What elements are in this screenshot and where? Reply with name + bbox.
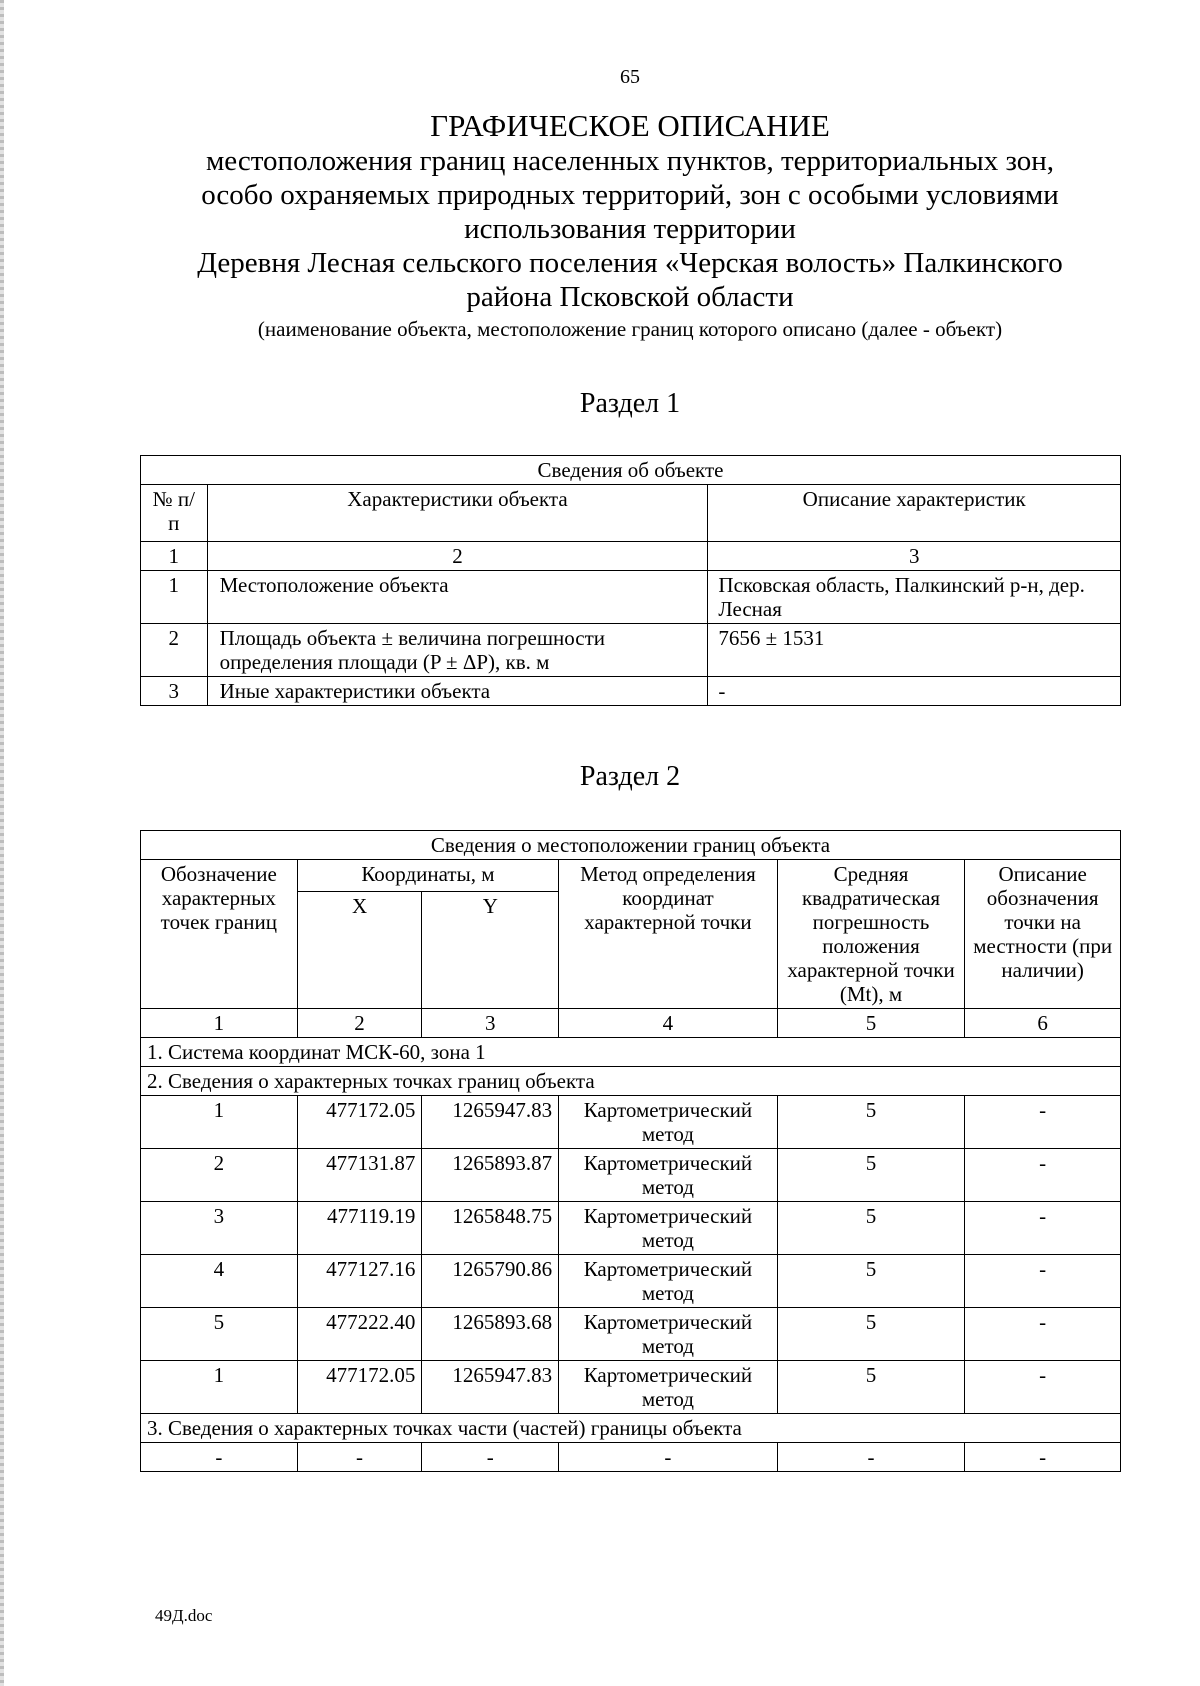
empty-cell: - bbox=[965, 1443, 1121, 1472]
part-points-group-row: 3. Сведения о характерных точках части (частей) границы объекта bbox=[141, 1414, 1121, 1443]
y-cell: 1265790.86 bbox=[422, 1255, 559, 1308]
description-cell: Псковская область, Палкинский р-н, дер. Лесная bbox=[708, 571, 1121, 624]
column-number-row bbox=[141, 1009, 1121, 1038]
empty-cell: - bbox=[559, 1443, 778, 1472]
header-line: района Псковской области bbox=[466, 281, 794, 313]
y-cell: 1265893.68 bbox=[422, 1308, 559, 1361]
column-header: Характеристики объекта bbox=[207, 485, 708, 542]
table-row bbox=[141, 1361, 1121, 1414]
column-number: 2 bbox=[297, 1009, 422, 1038]
group-row bbox=[141, 1067, 1121, 1096]
error-cell: 5 bbox=[777, 1308, 965, 1361]
header-line: использования территории bbox=[464, 213, 796, 245]
location-description-cell: - bbox=[965, 1361, 1121, 1414]
empty-cell: - bbox=[141, 1443, 298, 1472]
characteristic-cell: Иные характеристики объекта bbox=[207, 677, 708, 706]
table-row bbox=[141, 1096, 1121, 1149]
section-1-title: Раздел 1 bbox=[579, 388, 681, 419]
group-row bbox=[141, 1038, 1121, 1067]
point-cell: 3 bbox=[141, 1202, 298, 1255]
group-row bbox=[141, 1414, 1121, 1443]
table-header-row bbox=[141, 485, 1121, 542]
characteristic-cell: Площадь объекта ± величина погрешности определения площади (P ± ΔP), кв. м bbox=[207, 624, 708, 677]
x-cell: 477131.87 bbox=[297, 1149, 422, 1202]
point-header: Обозначение характерных точек границ bbox=[141, 860, 298, 1009]
boundary-location-table bbox=[140, 830, 1121, 1472]
document-header bbox=[140, 108, 1120, 344]
point-cell: 1 bbox=[141, 1361, 298, 1414]
x-cell: 477127.16 bbox=[297, 1255, 422, 1308]
error-cell: 5 bbox=[777, 1096, 965, 1149]
error-cell: 5 bbox=[777, 1255, 965, 1308]
file-name-footer: 49Д.doc bbox=[155, 1606, 213, 1625]
column-number: 5 bbox=[777, 1009, 965, 1038]
header-line: местоположения границ населенных пунктов, территориальных зон, bbox=[205, 145, 1055, 177]
x-header: X bbox=[297, 892, 422, 1009]
header-line: Деревня Лесная сельского поселения «Черская волость» Палкинского bbox=[197, 247, 1063, 279]
row-number: 3 bbox=[141, 677, 208, 706]
column-number-row bbox=[141, 542, 1121, 571]
point-cell: 2 bbox=[141, 1149, 298, 1202]
method-cell: Картометрический метод bbox=[559, 1255, 778, 1308]
method-cell: Картометрический метод bbox=[559, 1202, 778, 1255]
empty-cell: - bbox=[297, 1443, 422, 1472]
column-number: 3 bbox=[708, 542, 1121, 571]
coordinate-system-row: 1. Система координат МСК-60, зона 1 bbox=[141, 1038, 1121, 1067]
method-cell: Картометрический метод bbox=[559, 1361, 778, 1414]
x-cell: 477172.05 bbox=[297, 1361, 422, 1414]
table-caption-row bbox=[141, 831, 1121, 860]
column-number: 2 bbox=[207, 542, 708, 571]
table-row bbox=[141, 1255, 1121, 1308]
empty-cell: - bbox=[777, 1443, 965, 1472]
points-group-row: 2. Сведения о характерных точках границ объекта bbox=[141, 1067, 1121, 1096]
point-cell: 1 bbox=[141, 1096, 298, 1149]
error-header: Средняя квадратическая погрешность положения характерной точки (Mt), м bbox=[777, 860, 965, 1009]
characteristic-cell: Местоположение объекта bbox=[207, 571, 708, 624]
location-description-cell: - bbox=[965, 1308, 1121, 1361]
page-number: 65 bbox=[620, 66, 640, 88]
y-header: Y bbox=[422, 892, 559, 1009]
row-number: 1 bbox=[141, 571, 208, 624]
method-cell: Картометрический метод bbox=[559, 1308, 778, 1361]
location-description-cell: - bbox=[965, 1096, 1121, 1149]
table-row bbox=[141, 571, 1121, 624]
method-header: Метод определения координат характерной точки bbox=[559, 860, 778, 1009]
header-line: особо охраняемых природных территорий, зон с особыми условиями bbox=[201, 179, 1059, 211]
section-2-title: Раздел 2 bbox=[579, 761, 681, 792]
location-description-cell: - bbox=[965, 1149, 1121, 1202]
coords-header: Координаты, м bbox=[297, 860, 558, 892]
column-number: 1 bbox=[141, 542, 208, 571]
point-cell: 5 bbox=[141, 1308, 298, 1361]
y-cell: 1265848.75 bbox=[422, 1202, 559, 1255]
document-title: ГРАФИЧЕСКОЕ ОПИСАНИЕ bbox=[430, 108, 830, 143]
location-description-cell: - bbox=[965, 1255, 1121, 1308]
x-cell: 477119.19 bbox=[297, 1202, 422, 1255]
point-cell: 4 bbox=[141, 1255, 298, 1308]
column-header: Описание характеристик bbox=[708, 485, 1121, 542]
table-caption: Сведения об объекте bbox=[141, 456, 1121, 485]
method-cell: Картометрический метод bbox=[559, 1149, 778, 1202]
table-row bbox=[141, 677, 1121, 706]
error-cell: 5 bbox=[777, 1361, 965, 1414]
table-caption: Сведения о местоположении границ объекта bbox=[141, 831, 1121, 860]
column-number: 4 bbox=[559, 1009, 778, 1038]
y-cell: 1265947.83 bbox=[422, 1361, 559, 1414]
table-row bbox=[141, 1149, 1121, 1202]
method-cell: Картометрический метод bbox=[559, 1096, 778, 1149]
table-header-row bbox=[141, 860, 1121, 892]
table-row bbox=[141, 624, 1121, 677]
column-number: 6 bbox=[965, 1009, 1121, 1038]
column-number: 1 bbox=[141, 1009, 298, 1038]
description-cell: 7656 ± 1531 bbox=[708, 624, 1121, 677]
table-row bbox=[141, 1443, 1121, 1472]
description-cell: - bbox=[708, 677, 1121, 706]
object-info-table bbox=[140, 455, 1121, 706]
column-header: № п/п bbox=[141, 485, 208, 542]
location-description-header: Описание обозначения точки на местности (при наличии) bbox=[965, 860, 1121, 1009]
x-cell: 477172.05 bbox=[297, 1096, 422, 1149]
y-cell: 1265893.87 bbox=[422, 1149, 559, 1202]
scan-edge bbox=[0, 0, 4, 1686]
empty-cell: - bbox=[422, 1443, 559, 1472]
table-row bbox=[141, 1202, 1121, 1255]
table-row bbox=[141, 1308, 1121, 1361]
error-cell: 5 bbox=[777, 1202, 965, 1255]
row-number: 2 bbox=[141, 624, 208, 677]
x-cell: 477222.40 bbox=[297, 1308, 422, 1361]
error-cell: 5 bbox=[777, 1149, 965, 1202]
table-caption-row bbox=[141, 456, 1121, 485]
header-caption: (наименование объекта, местоположение границ которого описано (далее - объект) bbox=[257, 317, 1003, 341]
column-number: 3 bbox=[422, 1009, 559, 1038]
location-description-cell: - bbox=[965, 1202, 1121, 1255]
y-cell: 1265947.83 bbox=[422, 1096, 559, 1149]
